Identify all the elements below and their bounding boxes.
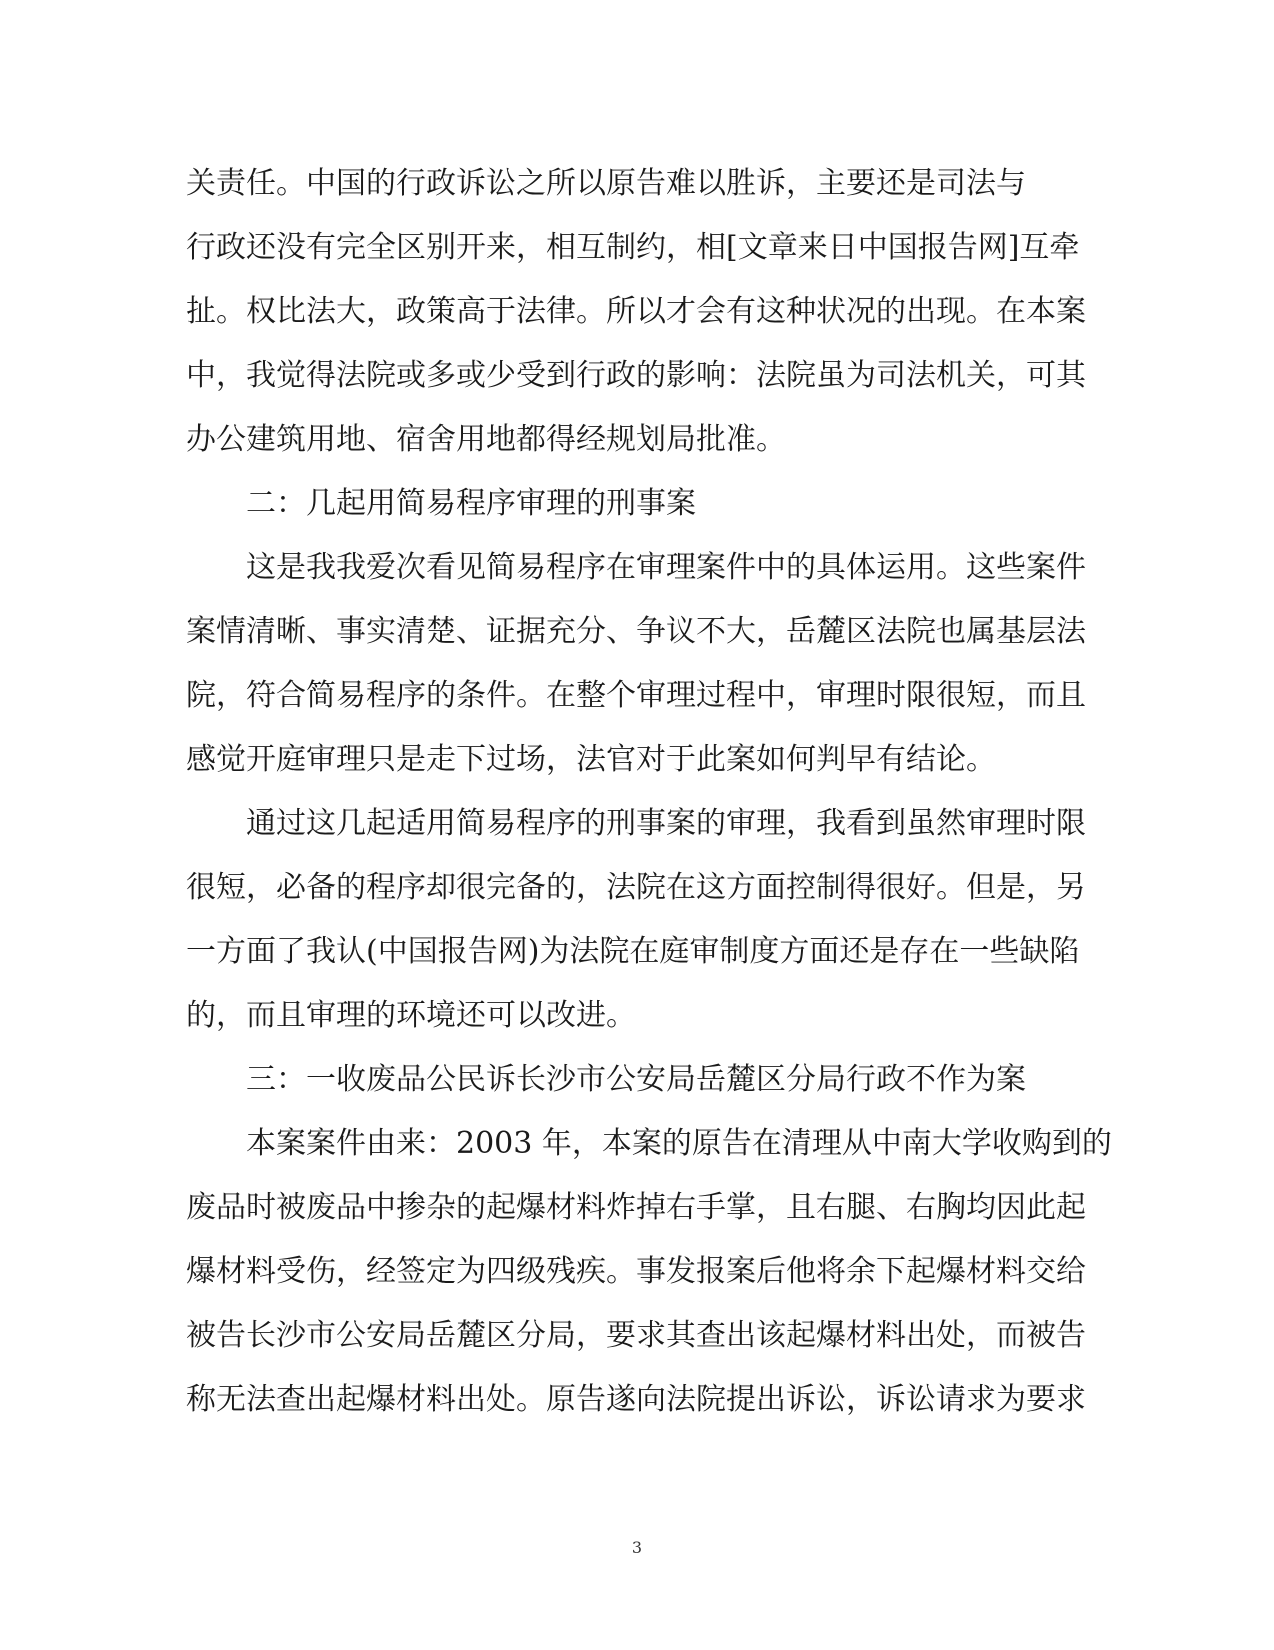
page-number: 3 <box>631 1538 643 1557</box>
text-line: 扯。权比法大，政策高于法律。所以才会有这种状况的出现。在本案 <box>186 294 1086 329</box>
text-line: 中，我觉得法院或多或少受到行政的影响：法院虽为司法机关，可其 <box>186 358 1086 393</box>
text-line: 这是我我爱次看见简易程序在审理案件中的具体运用。这些案件 <box>246 550 1086 585</box>
text-line: 一方面了我认(中国报告网)为法院在庭审制度方面还是存在一些缺陷 <box>186 934 1080 969</box>
section-heading: 三：一收废品公民诉长沙市公安局岳麓区分局行政不作为案 <box>246 1062 1026 1097</box>
body-text <box>186 152 1112 1432</box>
text-line: 通过这几起适用简易程序的刑事案的审理，我看到虽然审理时限 <box>246 806 1086 841</box>
text-line: 关责任。中国的行政诉讼之所以原告难以胜诉，主要还是司法与 <box>186 166 1026 201</box>
text-line: 很短，必备的程序却很完备的，法院在这方面控制得很好。但是，另 <box>186 870 1086 905</box>
text-line: 的，而且审理的环境还可以改进。 <box>186 998 636 1033</box>
text-line: 行政还没有完全区别开来，相互制约，相[文章来日中国报告网]互牵 <box>186 230 1080 265</box>
text-line: 爆材料受伤，经签定为四级残疾。事发报案后他将余下起爆材料交给 <box>186 1254 1086 1289</box>
text-line: 本案案件由来：2003 年，本案的原告在清理从中南大学收购到的 <box>246 1126 1112 1161</box>
text-line: 案情清晰、事实清楚、证据充分、争议不大，岳麓区法院也属基层法 <box>186 614 1086 649</box>
section-heading: 二：几起用简易程序审理的刑事案 <box>246 486 696 521</box>
text-line: 废品时被废品中掺杂的起爆材料炸掉右手掌，且右腿、右胸均因此起 <box>186 1190 1086 1225</box>
text-line: 感觉开庭审理只是走下过场，法官对于此案如何判早有结论。 <box>186 742 996 777</box>
text-line: 办公建筑用地、宿舍用地都得经规划局批准。 <box>186 422 786 457</box>
text-line: 被告长沙市公安局岳麓区分局，要求其查出该起爆材料出处，而被告 <box>186 1318 1086 1353</box>
text-line: 称无法查出起爆材料出处。原告遂向法院提出诉讼，诉讼请求为要求 <box>186 1382 1086 1417</box>
text-line: 院，符合简易程序的条件。在整个审理过程中，审理时限很短，而且 <box>186 678 1086 713</box>
